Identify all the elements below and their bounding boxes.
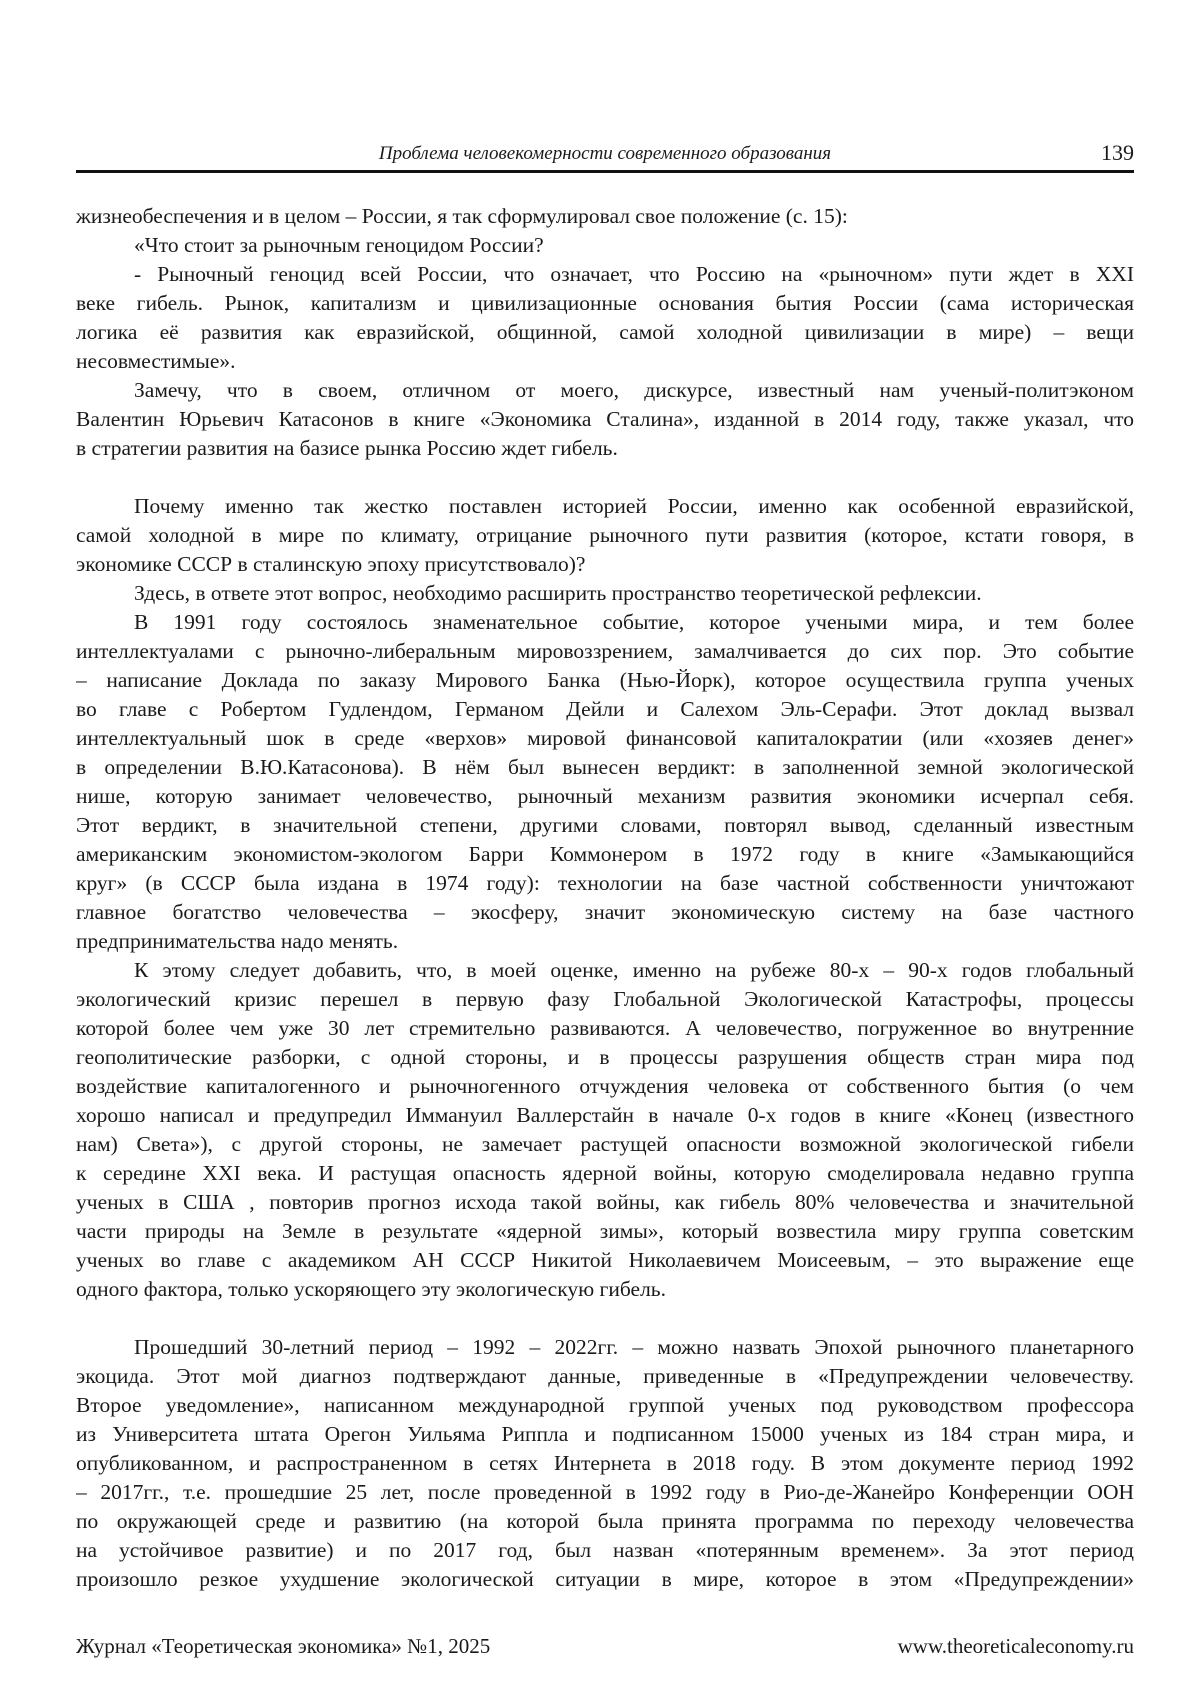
text-line: экоцида. Этот мой диагноз подтверждают данные, приведенные в «Предупреждении человечеству. (76, 1362, 1134, 1391)
running-title: Проблема человекомерности современного образования (76, 143, 1134, 165)
journal-citation: Журнал «Теоретическая экономика» №1, 2025 (76, 1634, 490, 1659)
text-line: экономике СССР в сталинскую эпоху присутствовало)? (76, 550, 1134, 579)
paragraph (76, 231, 1134, 260)
text-line: воздействие капиталогенного и рыночногенного отчуждения человека от собственного бытия (о чем (76, 1072, 1134, 1101)
paragraph (76, 579, 1134, 608)
text-line: из Университета штата Орегон Уильяма Риппла и подписанном 15000 ученых из 184 стран мира, и (76, 1420, 1134, 1449)
text-line: интеллектуальный шок в среде «верхов» мировой финансовой капиталократии (или «хозяев денег» (76, 724, 1134, 753)
text-line: Прошедший 30-летний период – 1992 – 2022гг. – можно назвать Эпохой рыночного планетарного (76, 1333, 1134, 1362)
text-line: в стратегии развития на базисе рынка Россию ждет гибель. (76, 434, 1134, 463)
text-line: самой холодной в мире по климату, отрицание рыночного пути развития (которое, кстати говоря, в (76, 521, 1134, 550)
paragraph (76, 202, 1134, 231)
text-line: Замечу, что в своем, отличном от моего, дискурсе, известный нам ученый-политэконом (76, 376, 1134, 405)
text-line: главное богатство человечества – экосферу, значит экономическую систему на базе частного (76, 898, 1134, 927)
text-line: опубликованном, и распространенном в сетях Интернета в 2018 году. В этом документе период 1992 (76, 1449, 1134, 1478)
text-line: В 1991 году состоялось знаменательное событие, которое учеными мира, и тем более (76, 608, 1134, 637)
text-line: предпринимательства надо менять. (76, 927, 1134, 956)
text-line: Второе уведомление», написанном международной группой ученых под руководством профессора (76, 1391, 1134, 1420)
text-line: в определении В.Ю.Катасонова). В нём был вынесен вердикт: в заполненной земной экологической (76, 753, 1134, 782)
text-line: Почему именно так жестко поставлен историей России, именно как особенной евразийской, (76, 492, 1134, 521)
text-line: Этот вердикт, в значительной степени, другими словами, повторял вывод, сделанный известным (76, 811, 1134, 840)
running-header (76, 140, 1134, 170)
text-line: логика её развития как евразийской, общинной, самой холодной цивилизации в мире) – вещи (76, 318, 1134, 347)
paragraph (76, 956, 1134, 1304)
text-line: «Что стоит за рыночным геноцидом России? (76, 231, 1134, 260)
paragraph (76, 1333, 1134, 1594)
paragraph (76, 492, 1134, 579)
text-line: жизнеобеспечения и в целом – России, я так сформулировал свое положение (с. 15): (76, 202, 1134, 231)
text-line: по окружающей среде и развитию (на которой была принята программа по переходу человечества (76, 1507, 1134, 1536)
paragraph (76, 260, 1134, 376)
text-line: части природы на Земле в результате «ядерной зимы», который возвестила миру группа советским (76, 1217, 1134, 1246)
page-number: 139 (1101, 140, 1134, 166)
text-line: одного фактора, только ускоряющего эту экологическую гибель. (76, 1275, 1134, 1304)
text-line: круг» (в СССР была издана в 1974 году): технологии на базе частной собственности уничтожают (76, 869, 1134, 898)
text-line: - Рыночный геноцид всей России, что означает, что Россию на «рыночном» пути ждет в XXI (76, 260, 1134, 289)
paragraph (76, 376, 1134, 463)
text-line: которой более чем уже 30 лет стремительно развиваются. А человечество, погруженное во внутренние (76, 1014, 1134, 1043)
text-line: – 2017гг., т.е. прошедшие 25 лет, после проведенной в 1992 году в Рио-де-Жанейро Конференции ООН (76, 1478, 1134, 1507)
journal-website: www.theoreticaleconomy.ru (898, 1634, 1134, 1659)
text-line: веке гибель. Рынок, капитализм и цивилизационные основания бытия России (сама историческая (76, 289, 1134, 318)
text-line: ученых в США , повторив прогноз исхода такой войны, как гибель 80% человечества и значительной (76, 1188, 1134, 1217)
text-line: интеллектуалами с рыночно-либеральным мировоззрением, замалчивается до сих пор. Это событие (76, 637, 1134, 666)
text-line: во главе с Робертом Гудлендом, Германом Дейли и Салехом Эль-Серафи. Этот доклад вызвал (76, 695, 1134, 724)
text-line: экологический кризис перешел в первую фазу Глобальной Экологической Катастрофы, процессы (76, 985, 1134, 1014)
header-rule (76, 170, 1134, 173)
text-line: несовместимые». (76, 347, 1134, 376)
paragraph (76, 608, 1134, 956)
paragraph-gap (76, 463, 1134, 492)
text-line: произошло резкое ухудшение экологической ситуации в мире, которое в этом «Предупреждении» (76, 1565, 1134, 1594)
text-line: нам) Света»), с другой стороны, не замечает растущей опасности возможной экологической гибели (76, 1130, 1134, 1159)
paragraph-gap (76, 1304, 1134, 1333)
article-body (76, 202, 1134, 1594)
text-line: на устойчивое развитие) и по 2017 год, был назван «потерянным временем». За этот период (76, 1536, 1134, 1565)
text-line: американским экономистом-экологом Барри Коммонером в 1972 году в книге «Замыкающийся (76, 840, 1134, 869)
text-line: геополитические разборки, с одной стороны, и в процессы разрушения обществ стран мира под (76, 1043, 1134, 1072)
text-line: – написание Доклада по заказу Мирового Банка (Нью-Йорк), которое осуществила группа ученых (76, 666, 1134, 695)
text-line: К этому следует добавить, что, в моей оценке, именно на рубеже 80-х – 90-х годов глобальный (76, 956, 1134, 985)
text-line: ученых во главе с академиком АН СССР Никитой Николаевичем Моисеевым, – это выражение еще (76, 1246, 1134, 1275)
text-line: нише, которую занимает человечество, рыночный механизм развития экономики исчерпал себя. (76, 782, 1134, 811)
text-line: Здесь, в ответе этот вопрос, необходимо расширить пространство теоретической рефлексии. (76, 579, 1134, 608)
text-line: Валентин Юрьевич Катасонов в книге «Экономика Сталина», изданной в 2014 году, также указал, что (76, 405, 1134, 434)
text-line: к середине XXI века. И растущая опасность ядерной войны, которую смоделировала недавно группа (76, 1159, 1134, 1188)
text-line: хорошо написал и предупредил Иммануил Валлерстайн в начале 0-х годов в книге «Конец (известного (76, 1101, 1134, 1130)
